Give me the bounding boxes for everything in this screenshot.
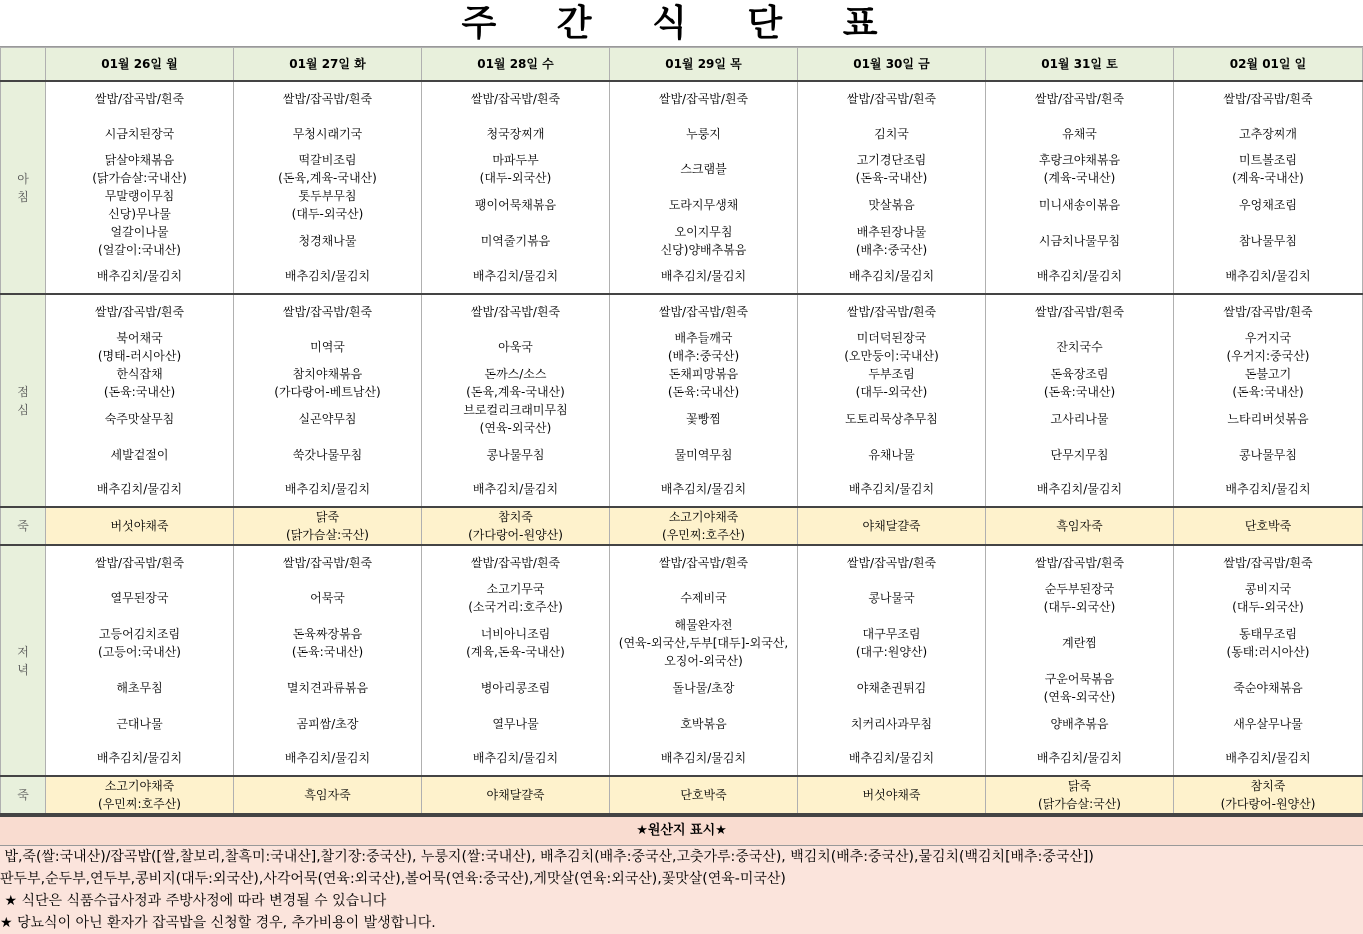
menu-item: 쌀밥/잡곡밥/흰죽 <box>1174 294 1363 329</box>
menu-item: 쌀밥/잡곡밥/흰죽 <box>422 294 610 329</box>
menu-item: 콩비지국 (대두-외국산) <box>1174 580 1363 616</box>
menu-item: 수제비국 <box>610 580 798 616</box>
menu-item: 고추장찌개 <box>1174 116 1363 151</box>
menu-item: 배추김치/물김치 <box>610 741 798 776</box>
menu-item: 참치야채볶음 (가다랑어-베트남산) <box>234 365 422 401</box>
menu-item: 배추들깨국 (배추:중국산) <box>610 329 798 365</box>
menu-item: 꽃빵찜 <box>610 401 798 437</box>
menu-item: 실곤약무침 <box>234 401 422 437</box>
meal-label: 아 침 <box>1 81 46 294</box>
meal-row <box>1 472 1363 507</box>
menu-item: 팽이어묵채볶음 <box>422 187 610 223</box>
menu-item: 콩나물국 <box>798 580 986 616</box>
menu-item: 근대나물 <box>46 706 234 741</box>
menu-item: 참나물무침 <box>1174 223 1363 259</box>
date-header-cell: 01월 29일 목 <box>610 48 798 82</box>
juk-row <box>1 776 1363 814</box>
menu-item: 대구무조림 (대구:원양산) <box>798 616 986 670</box>
menu-item: 해초무침 <box>46 670 234 706</box>
origin-line: ★ 당뇨식이 아닌 환자가 잡곡밥을 신청할 경우, 추가비용이 발생합니다. <box>0 915 436 931</box>
meal-row <box>1 223 1363 259</box>
menu-item: 죽순야채볶음 <box>1174 670 1363 706</box>
meal-row <box>1 365 1363 401</box>
menu-item: 멸치견과류볶음 <box>234 670 422 706</box>
menu-item: 배추김치/물김치 <box>234 259 422 294</box>
menu-item: 아욱국 <box>422 329 610 365</box>
date-header-cell: 01월 30일 금 <box>798 48 986 82</box>
meal-row <box>1 437 1363 472</box>
menu-item: 열무나물 <box>422 706 610 741</box>
menu-item: 쌀밥/잡곡밥/흰죽 <box>610 294 798 329</box>
meal-row <box>1 401 1363 437</box>
origin-title: ★원산지 표시★ <box>0 815 1363 846</box>
menu-item: 얼갈이나물 (얼갈이:국내산) <box>46 223 234 259</box>
menu-body <box>1 81 1363 814</box>
menu-item: 고기경단조림 (돈육-국내산) <box>798 151 986 187</box>
menu-item: 쌀밥/잡곡밥/흰죽 <box>1174 545 1363 580</box>
menu-item: 쌀밥/잡곡밥/흰죽 <box>234 545 422 580</box>
menu-item: 새우살무나물 <box>1174 706 1363 741</box>
date-header-cell: 01월 27일 화 <box>234 48 422 82</box>
meal-row <box>1 294 1363 329</box>
menu-item: 고사리나물 <box>986 401 1174 437</box>
menu-item: 고등어김치조림 (고등어:국내산) <box>46 616 234 670</box>
menu-item: 잔치국수 <box>986 329 1174 365</box>
date-header-cell: 01월 26일 월 <box>46 48 234 82</box>
menu-item: 배추김치/물김치 <box>1174 259 1363 294</box>
meal-row <box>1 187 1363 223</box>
menu-item: 닭죽 (닭가슴살:국산) <box>234 507 422 545</box>
menu-item: 배추된장나물 (배추:중국산) <box>798 223 986 259</box>
menu-item: 청경채나물 <box>234 223 422 259</box>
menu-item: 소고기야채죽 (우민찌:호주산) <box>46 776 234 814</box>
menu-item: 김치국 <box>798 116 986 151</box>
menu-item: 미트볼조림 (계육-국내산) <box>1174 151 1363 187</box>
meal-row <box>1 741 1363 776</box>
menu-item: 쌀밥/잡곡밥/흰죽 <box>798 545 986 580</box>
menu-item: 참치죽 (가다랑어-원양산) <box>1174 776 1363 814</box>
menu-item: 쌀밥/잡곡밥/흰죽 <box>610 545 798 580</box>
menu-item: 마파두부 (대두-외국산) <box>422 151 610 187</box>
menu-item: 누룽지 <box>610 116 798 151</box>
menu-item: 무청시래기국 <box>234 116 422 151</box>
menu-item: 돈까스/소스 (돈육,계육-국내산) <box>422 365 610 401</box>
corner-cell <box>1 48 46 82</box>
menu-item: 물미역무침 <box>610 437 798 472</box>
meal-row <box>1 81 1363 116</box>
menu-item: 순두부된장국 (대두-외국산) <box>986 580 1174 616</box>
date-header-cell: 01월 28일 수 <box>422 48 610 82</box>
menu-item: 양배추볶음 <box>986 706 1174 741</box>
menu-item: 단무지무침 <box>986 437 1174 472</box>
menu-item: 단호박죽 <box>610 776 798 814</box>
menu-item: 콩나물무침 <box>422 437 610 472</box>
menu-item: 돈불고기 (돈육:국내산) <box>1174 365 1363 401</box>
menu-item: 우거지국 (우거지:중국산) <box>1174 329 1363 365</box>
menu-item: 배추김치/물김치 <box>610 472 798 507</box>
meal-row <box>1 616 1363 670</box>
menu-item: 도토리묵상추무침 <box>798 401 986 437</box>
menu-item: 느타리버섯볶음 <box>1174 401 1363 437</box>
menu-item: 배추김치/물김치 <box>798 259 986 294</box>
menu-item: 돈채피망볶음 (돈육:국내산) <box>610 365 798 401</box>
menu-item: 미더덕된장국 (오만둥이:국내산) <box>798 329 986 365</box>
menu-item: 소고기야채죽 (우민찌:호주산) <box>610 507 798 545</box>
menu-item: 두부조림 (대두-외국산) <box>798 365 986 401</box>
menu-item: 배추김치/물김치 <box>422 741 610 776</box>
menu-item: 배추김치/물김치 <box>610 259 798 294</box>
menu-item: 어묵국 <box>234 580 422 616</box>
menu-item: 구운어묵볶음 (연육-외국산) <box>986 670 1174 706</box>
menu-item: 계란찜 <box>986 616 1174 670</box>
menu-item: 배추김치/물김치 <box>798 472 986 507</box>
menu-item: 도라지무생채 <box>610 187 798 223</box>
menu-item: 단호박죽 <box>1174 507 1363 545</box>
menu-item: 배추김치/물김치 <box>1174 741 1363 776</box>
menu-item: 쌀밥/잡곡밥/흰죽 <box>234 81 422 116</box>
juk-row <box>1 507 1363 545</box>
origin-line: 판두부,순두부,연두부,콩비지(대두:외국산),사각어묵(연육:외국산),볼어묵(연육:중국산),게맛살(연육:외국산),꽃맛살(연육-미국산) <box>0 871 786 887</box>
menu-item: 쌀밥/잡곡밥/흰죽 <box>46 545 234 580</box>
meal-row <box>1 116 1363 151</box>
menu-item: 배추김치/물김치 <box>986 259 1174 294</box>
menu-item: 쌀밥/잡곡밥/흰죽 <box>422 545 610 580</box>
menu-item: 쌀밥/잡곡밥/흰죽 <box>1174 81 1363 116</box>
weekly-menu-table <box>0 47 1363 815</box>
menu-item: 쌀밥/잡곡밥/흰죽 <box>234 294 422 329</box>
menu-item: 버섯야채죽 <box>798 776 986 814</box>
meal-label: 점 심 <box>1 294 46 507</box>
menu-item: 치커리사과무침 <box>798 706 986 741</box>
meal-row <box>1 329 1363 365</box>
origin-line: 밥,죽(쌀:국내산)/잡곡밥([쌀,찰보리,찰흑미:국내산],찰기장:중국산), 누룽지(쌀:국내산), 배추김치(배추:중국산,고춧가루:중국산), 백김치(배추:중국산),물김치(백김치[배추:중국산]) <box>0 849 1094 865</box>
menu-item: 떡갈비조림 (돈육,계육-국내산) <box>234 151 422 187</box>
menu-item: 세발겉절이 <box>46 437 234 472</box>
menu-item: 쌀밥/잡곡밥/흰죽 <box>986 545 1174 580</box>
menu-item: 콩나물무침 <box>1174 437 1363 472</box>
menu-item: 배추김치/물김치 <box>986 741 1174 776</box>
menu-item: 참치죽 (가다랑어-원양산) <box>422 507 610 545</box>
menu-item: 닭살야채볶음 (닭가슴살:국내산) <box>46 151 234 187</box>
menu-item: 한식잡채 (돈육:국내산) <box>46 365 234 401</box>
menu-item: 우엉채조림 <box>1174 187 1363 223</box>
menu-item: 돈육장조림 (돈육:국내산) <box>986 365 1174 401</box>
menu-item: 쌀밥/잡곡밥/흰죽 <box>798 81 986 116</box>
meal-row <box>1 151 1363 187</box>
menu-item: 쌀밥/잡곡밥/흰죽 <box>422 81 610 116</box>
menu-item: 흑임자죽 <box>234 776 422 814</box>
menu-item: 호박볶음 <box>610 706 798 741</box>
menu-item: 쌀밥/잡곡밥/흰죽 <box>798 294 986 329</box>
menu-item: 미역줄기볶음 <box>422 223 610 259</box>
menu-item: 톳두부무침 (대두-외국산) <box>234 187 422 223</box>
menu-item: 쌀밥/잡곡밥/흰죽 <box>610 81 798 116</box>
menu-item: 야채달걀죽 <box>798 507 986 545</box>
menu-item: 너비아니조림 (계육,돈육-국내산) <box>422 616 610 670</box>
menu-item: 맛살볶음 <box>798 187 986 223</box>
menu-item: 쌀밥/잡곡밥/흰죽 <box>986 294 1174 329</box>
page-title: 주 간 식 단 표 <box>0 0 1363 47</box>
menu-item: 북어채국 (명태-러시아산) <box>46 329 234 365</box>
menu-item: 배추김치/물김치 <box>46 259 234 294</box>
meal-row <box>1 580 1363 616</box>
menu-item: 돈육짜장볶음 (돈육:국내산) <box>234 616 422 670</box>
menu-item: 유채국 <box>986 116 1174 151</box>
meal-row <box>1 545 1363 580</box>
menu-item: 소고기무국 (소국거리:호주산) <box>422 580 610 616</box>
menu-item: 배추김치/물김치 <box>422 259 610 294</box>
menu-item: 배추김치/물김치 <box>1174 472 1363 507</box>
menu-item: 닭죽 (닭가슴살:국산) <box>986 776 1174 814</box>
date-header-cell: 02월 01일 일 <box>1174 48 1363 82</box>
menu-item: 쑥갓나물무침 <box>234 437 422 472</box>
menu-item: 해물완자전 (연육-외국산,두부[대두]-외국산, 오징어-외국산) <box>610 616 798 670</box>
menu-item: 스크램블 <box>610 151 798 187</box>
menu-item: 미역국 <box>234 329 422 365</box>
menu-item: 야채달걀죽 <box>422 776 610 814</box>
menu-item: 배추김치/물김치 <box>234 472 422 507</box>
menu-item: 배추김치/물김치 <box>422 472 610 507</box>
menu-item: 버섯야채죽 <box>46 507 234 545</box>
menu-item: 야채춘권튀김 <box>798 670 986 706</box>
meal-row <box>1 259 1363 294</box>
menu-item: 브로컬리크래미무침 (연육-외국산) <box>422 401 610 437</box>
menu-item: 곰피쌈/초장 <box>234 706 422 741</box>
menu-item: 동태무조림 (동태:러시아산) <box>1174 616 1363 670</box>
menu-item: 배추김치/물김치 <box>46 741 234 776</box>
menu-item: 배추김치/물김치 <box>234 741 422 776</box>
meal-label: 죽 <box>1 507 46 545</box>
menu-item: 오이지무침 신당)양배추볶음 <box>610 223 798 259</box>
menu-item: 시금치된장국 <box>46 116 234 151</box>
menu-item: 쌀밥/잡곡밥/흰죽 <box>46 81 234 116</box>
meal-label: 죽 <box>1 776 46 814</box>
menu-item: 청국장찌개 <box>422 116 610 151</box>
menu-item: 무말랭이무침 신당)무나물 <box>46 187 234 223</box>
meal-row <box>1 670 1363 706</box>
menu-item: 숙주맛살무침 <box>46 401 234 437</box>
menu-item: 유채나물 <box>798 437 986 472</box>
origin-line: ★ 식단은 식품수급사정과 주방사정에 따라 변경될 수 있습니다 <box>0 893 387 909</box>
menu-item: 흑임자죽 <box>986 507 1174 545</box>
menu-item: 병아리콩조림 <box>422 670 610 706</box>
menu-item: 배추김치/물김치 <box>986 472 1174 507</box>
menu-item: 후랑크야채볶음 (계육-국내산) <box>986 151 1174 187</box>
menu-item: 돌나물/초장 <box>610 670 798 706</box>
menu-item: 열무된장국 <box>46 580 234 616</box>
menu-item: 쌀밥/잡곡밥/흰죽 <box>986 81 1174 116</box>
meal-label: 저 녁 <box>1 545 46 776</box>
menu-item: 배추김치/물김치 <box>46 472 234 507</box>
meal-row <box>1 706 1363 741</box>
origin-notes <box>0 846 1363 934</box>
menu-item: 배추김치/물김치 <box>798 741 986 776</box>
date-header-row <box>1 48 1363 82</box>
menu-item: 미니새송이볶음 <box>986 187 1174 223</box>
menu-item: 시금치나물무침 <box>986 223 1174 259</box>
menu-item: 쌀밥/잡곡밥/흰죽 <box>46 294 234 329</box>
date-header-cell: 01월 31일 토 <box>986 48 1174 82</box>
